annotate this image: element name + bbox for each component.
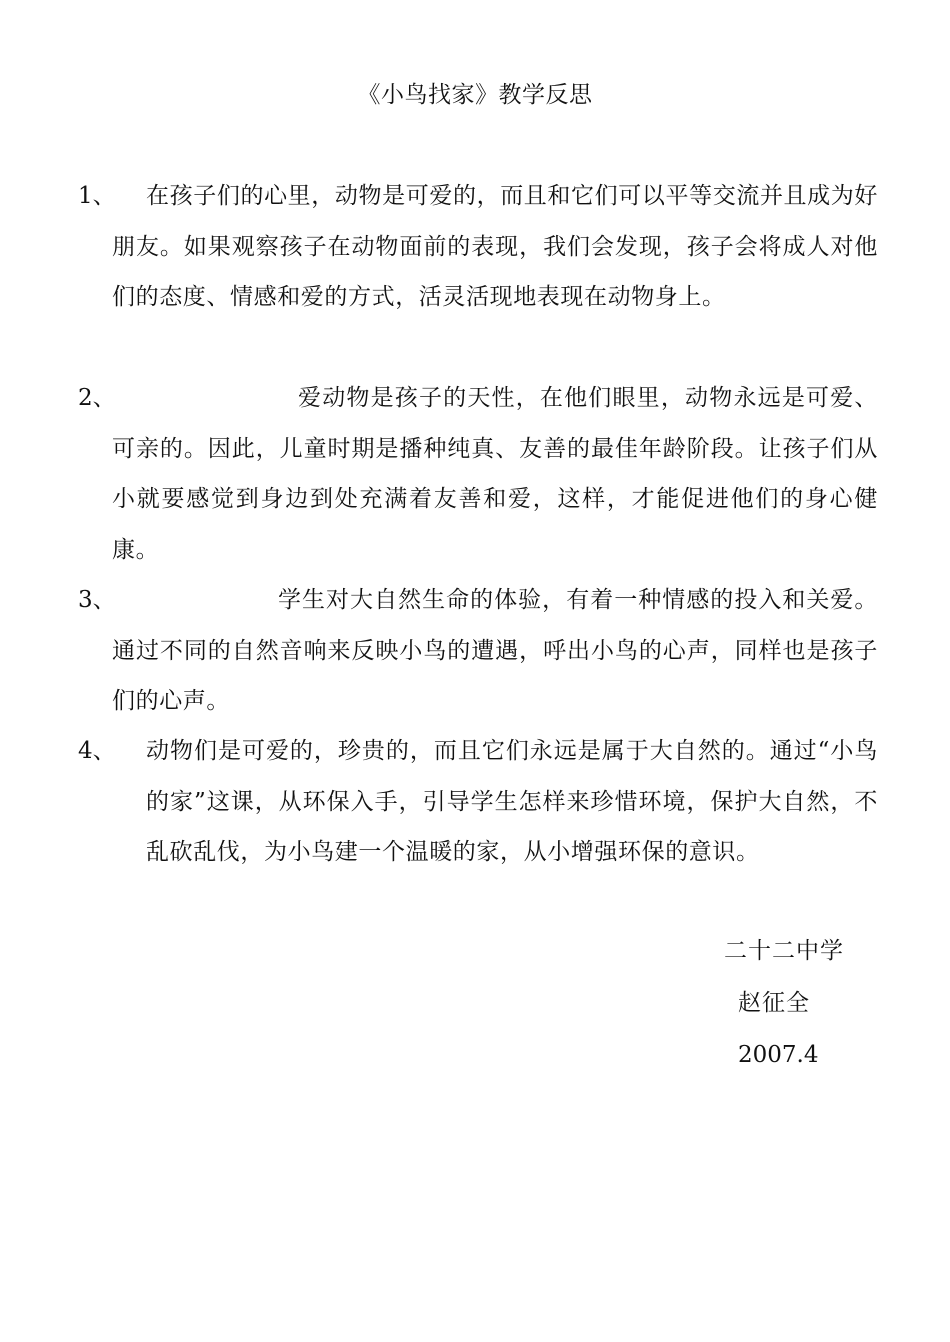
list-item — [78, 575, 878, 727]
signature-date: 2007.4 — [738, 1042, 819, 1068]
item-number: 2、 — [78, 385, 116, 411]
signature-name: 赵征全 — [738, 990, 810, 1016]
signature-school: 二十二中学 — [724, 938, 844, 964]
document-title: 《小鸟找家》教学反思 — [357, 82, 593, 108]
item-text: 在孩子们的心里，动物是可爱的，而且和它们可以平等交流并且成为好朋友。如果观察孩子在动物面前的表现，我们会发现，孩子会将成人对他们的态度、情感和爱的方式，活灵活现地表现在动物身上。 — [112, 183, 878, 310]
item-text: 爱动物是孩子的天性，在他们眼里，动物永远是可爱、可亲的。因此，儿童时期是播种纯真、友善的最佳年龄阶段。让孩子们从小就要感觉到身边到处充满着友善和爱，这样，才能促进他们的身心健康。 — [112, 385, 878, 563]
item-number: 4、 — [78, 738, 116, 764]
item-number: 3、 — [78, 587, 116, 613]
item-text: 学生对大自然生命的体验，有着一种情感的投入和关爱。通过不同的自然音响来反映小鸟的遭遇，呼出小鸟的心声，同样也是孩子们的心声。 — [112, 587, 878, 714]
item-text: 动物们是可爱的，珍贵的，而且它们永远是属于大自然的。通过“小鸟的家”这课，从环保入手，引导学生怎样来珍惜环境，保护大自然，不乱砍乱伐，为小鸟建一个温暖的家，从小增强环保的意识。 — [146, 738, 878, 865]
list-item — [78, 373, 878, 575]
list-item — [78, 726, 878, 878]
item-number: 1、 — [78, 183, 116, 209]
list-item — [78, 171, 878, 323]
